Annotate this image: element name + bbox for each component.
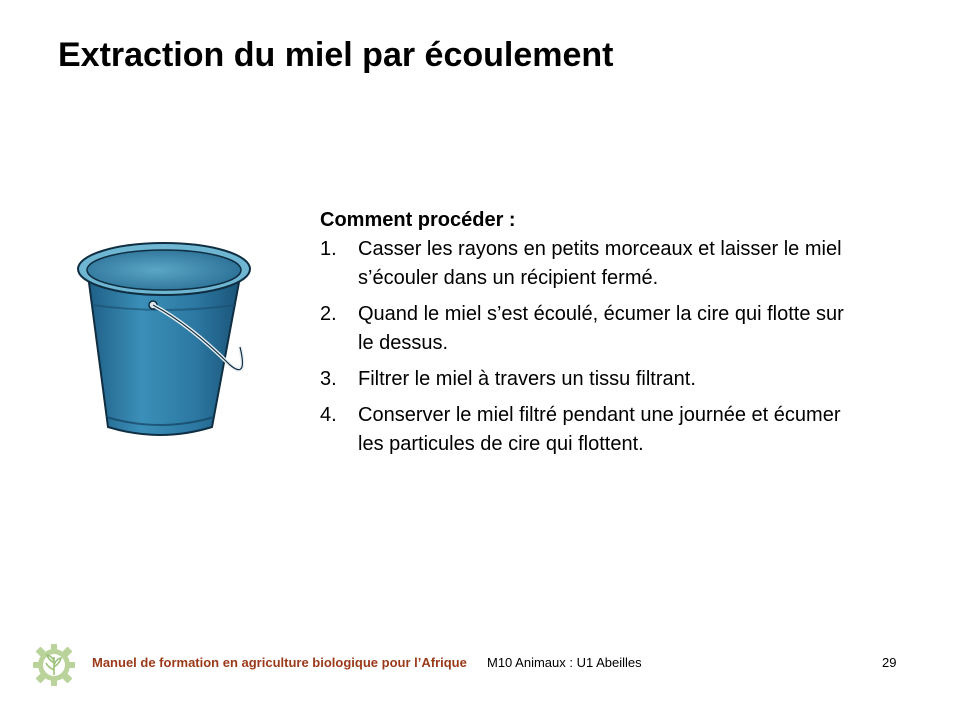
slide-title: Extraction du miel par écoulement: [58, 36, 614, 74]
step-item: [320, 235, 860, 293]
gear-leaf-logo-icon: [32, 643, 76, 687]
step-item: [320, 300, 860, 358]
page-number: 29: [882, 655, 897, 670]
instructions-heading: Comment procéder :: [320, 209, 516, 231]
step-number: 3.: [320, 368, 337, 390]
step-text: Quand le miel s’est écoulé, écumer la cire qui flotte sur le dessus.: [358, 303, 844, 354]
slide-footer: [0, 640, 960, 690]
step-item: [320, 401, 860, 459]
step-number: 1.: [320, 238, 337, 260]
bucket-illustration: [40, 215, 280, 460]
step-text: Conserver le miel filtré pendant une journée et écumer les particules de cire qui flottent.: [358, 404, 841, 455]
instructions: [320, 206, 860, 466]
step-text: Casser les rayons en petits morceaux et laisser le miel s’écouler dans un récipient fermé.: [358, 238, 842, 289]
steps-list: [320, 235, 860, 459]
step-number: 4.: [320, 404, 337, 426]
bucket-icon: [40, 215, 280, 460]
step-text: Filtrer le miel à travers un tissu filtrant.: [358, 368, 696, 390]
manual-title: Manuel de formation en agriculture biologique pour l’Afrique: [92, 655, 467, 670]
step-item: [320, 365, 860, 394]
module-label: M10 Animaux : U1 Abeilles: [487, 655, 642, 670]
step-number: 2.: [320, 303, 337, 325]
